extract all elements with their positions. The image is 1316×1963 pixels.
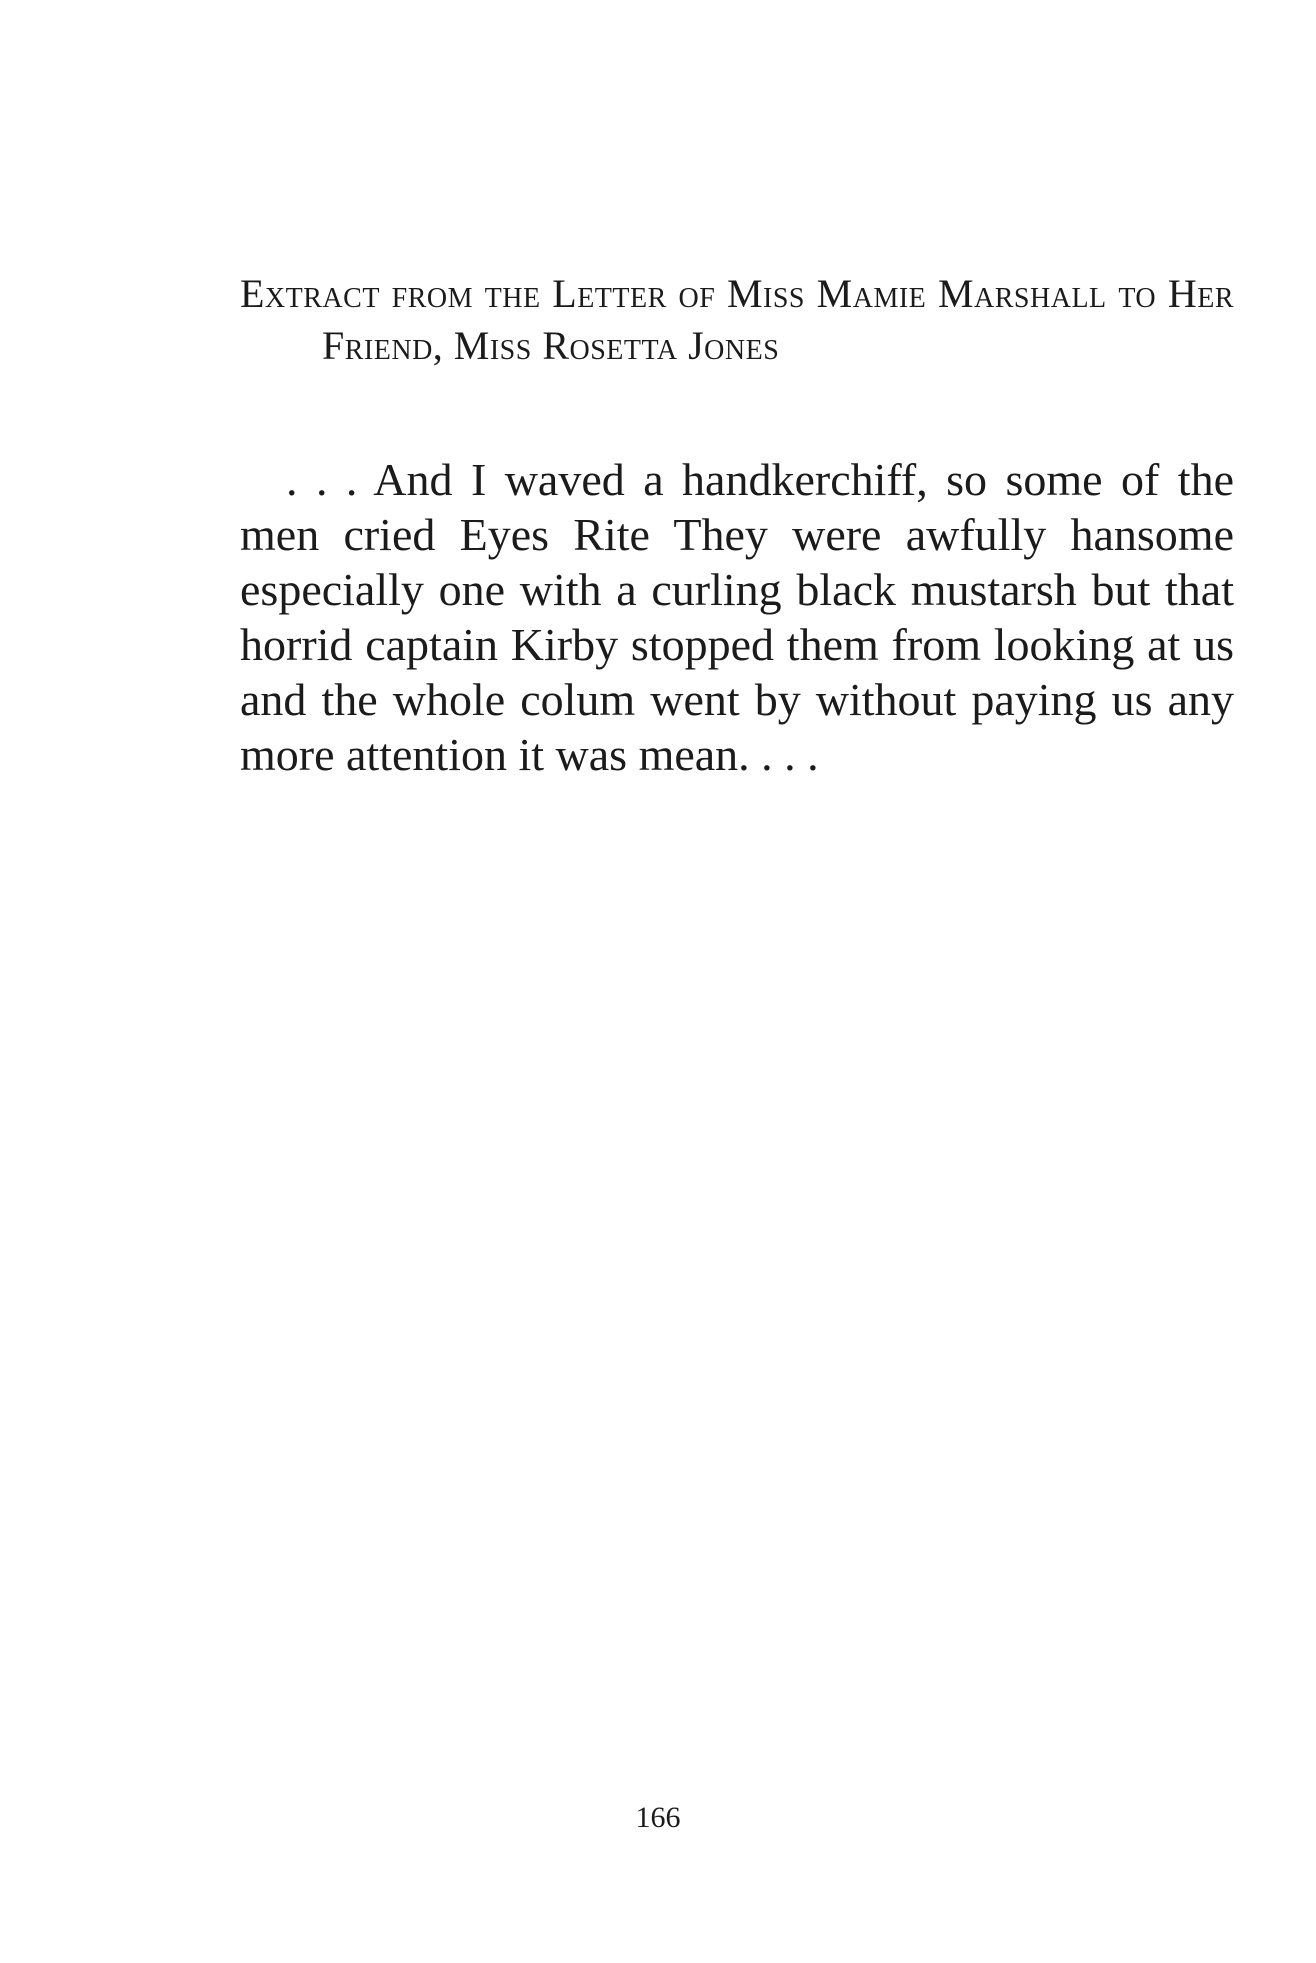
letter-heading: Extract from the Letter of Miss Mamie Marshall to Her Friend, Miss Rosetta Jones <box>240 271 1234 368</box>
page-number: 166 <box>635 1801 681 1834</box>
letter-extract-text: . . . And I waved a handkerchiff, so some of the men cried Eyes Rite They were awfully hansome especially one with a curling black mustarsh but that horrid captain Kirby stopped them from looking at us and the whole colum went by without paying us any more attention it was mean. . . . <box>240 454 1234 780</box>
